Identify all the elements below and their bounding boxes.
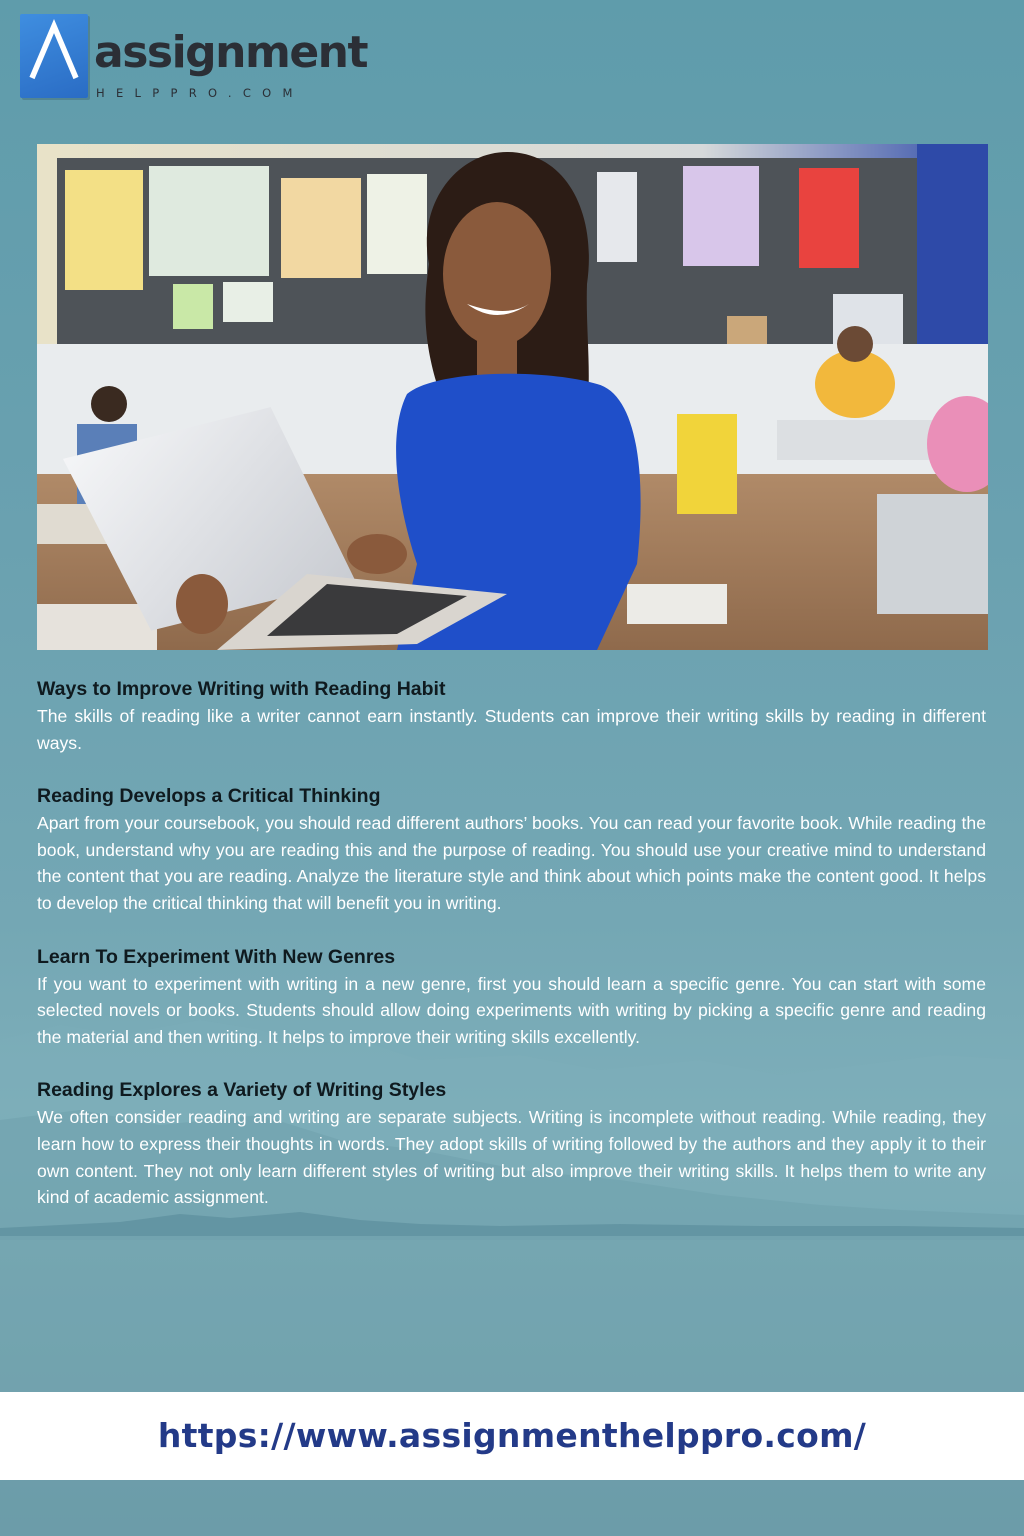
brand-subline: HELPPRO.COM [96, 86, 304, 100]
hero-image [37, 144, 988, 650]
section-body: The skills of reading like a writer cannot earn instantly. Students can improve their writing skills by reading in different ways. [37, 706, 986, 753]
footer-band [0, 1392, 1024, 1480]
section-heading: Learn To Experiment With New Genres [37, 945, 396, 968]
section-body: Apart from your coursebook, you should read different authors’ books. You can read your favorite book. While reading the book, understand why you are reading this and the purpose of reading. You should use your creative mind to understand the content that you are reading. Analyze the literature style and think about which points make the content good. It helps to develop the critical thinking that will benefit you in writing. [37, 813, 986, 913]
brand-name: assignment [94, 27, 368, 78]
section-intro [37, 676, 986, 756]
section-body: We often consider reading and writing are separate subjects. Writing is incomplete without reading. While reading, they learn how to express their thoughts in words. They adopt skills of writing followed by the authors and they apply it to their own content. They not only learn different styles of writing but also improve their writing skills. It helps them to write any kind of academic assignment. [37, 1107, 986, 1208]
article-content [37, 676, 986, 1211]
section-new-genres [37, 944, 986, 1051]
section-critical-thinking [37, 783, 986, 916]
section-heading: Ways to Improve Writing with Reading Habit [37, 678, 446, 700]
teacher-with-laptop-photo [37, 144, 988, 650]
section-heading: Reading Develops a Critical Thinking [37, 785, 381, 808]
section-writing-styles [37, 1077, 986, 1210]
a-triangle-logo-icon [20, 14, 88, 98]
brand-logo[interactable] [20, 14, 368, 100]
section-heading: Reading Explores a Variety of Writing Styles [37, 1079, 447, 1102]
section-body: If you want to experiment with writing in a new genre, first you should learn a specific genre. You can start with some selected novels or books. Students should allow doing experiments with writing by picking a specific genre and reading the material and then writing. It helps to improve their writing skills excellently. [37, 973, 986, 1047]
website-link[interactable]: https://www.assignmenthelppro.com/ [157, 1416, 867, 1455]
